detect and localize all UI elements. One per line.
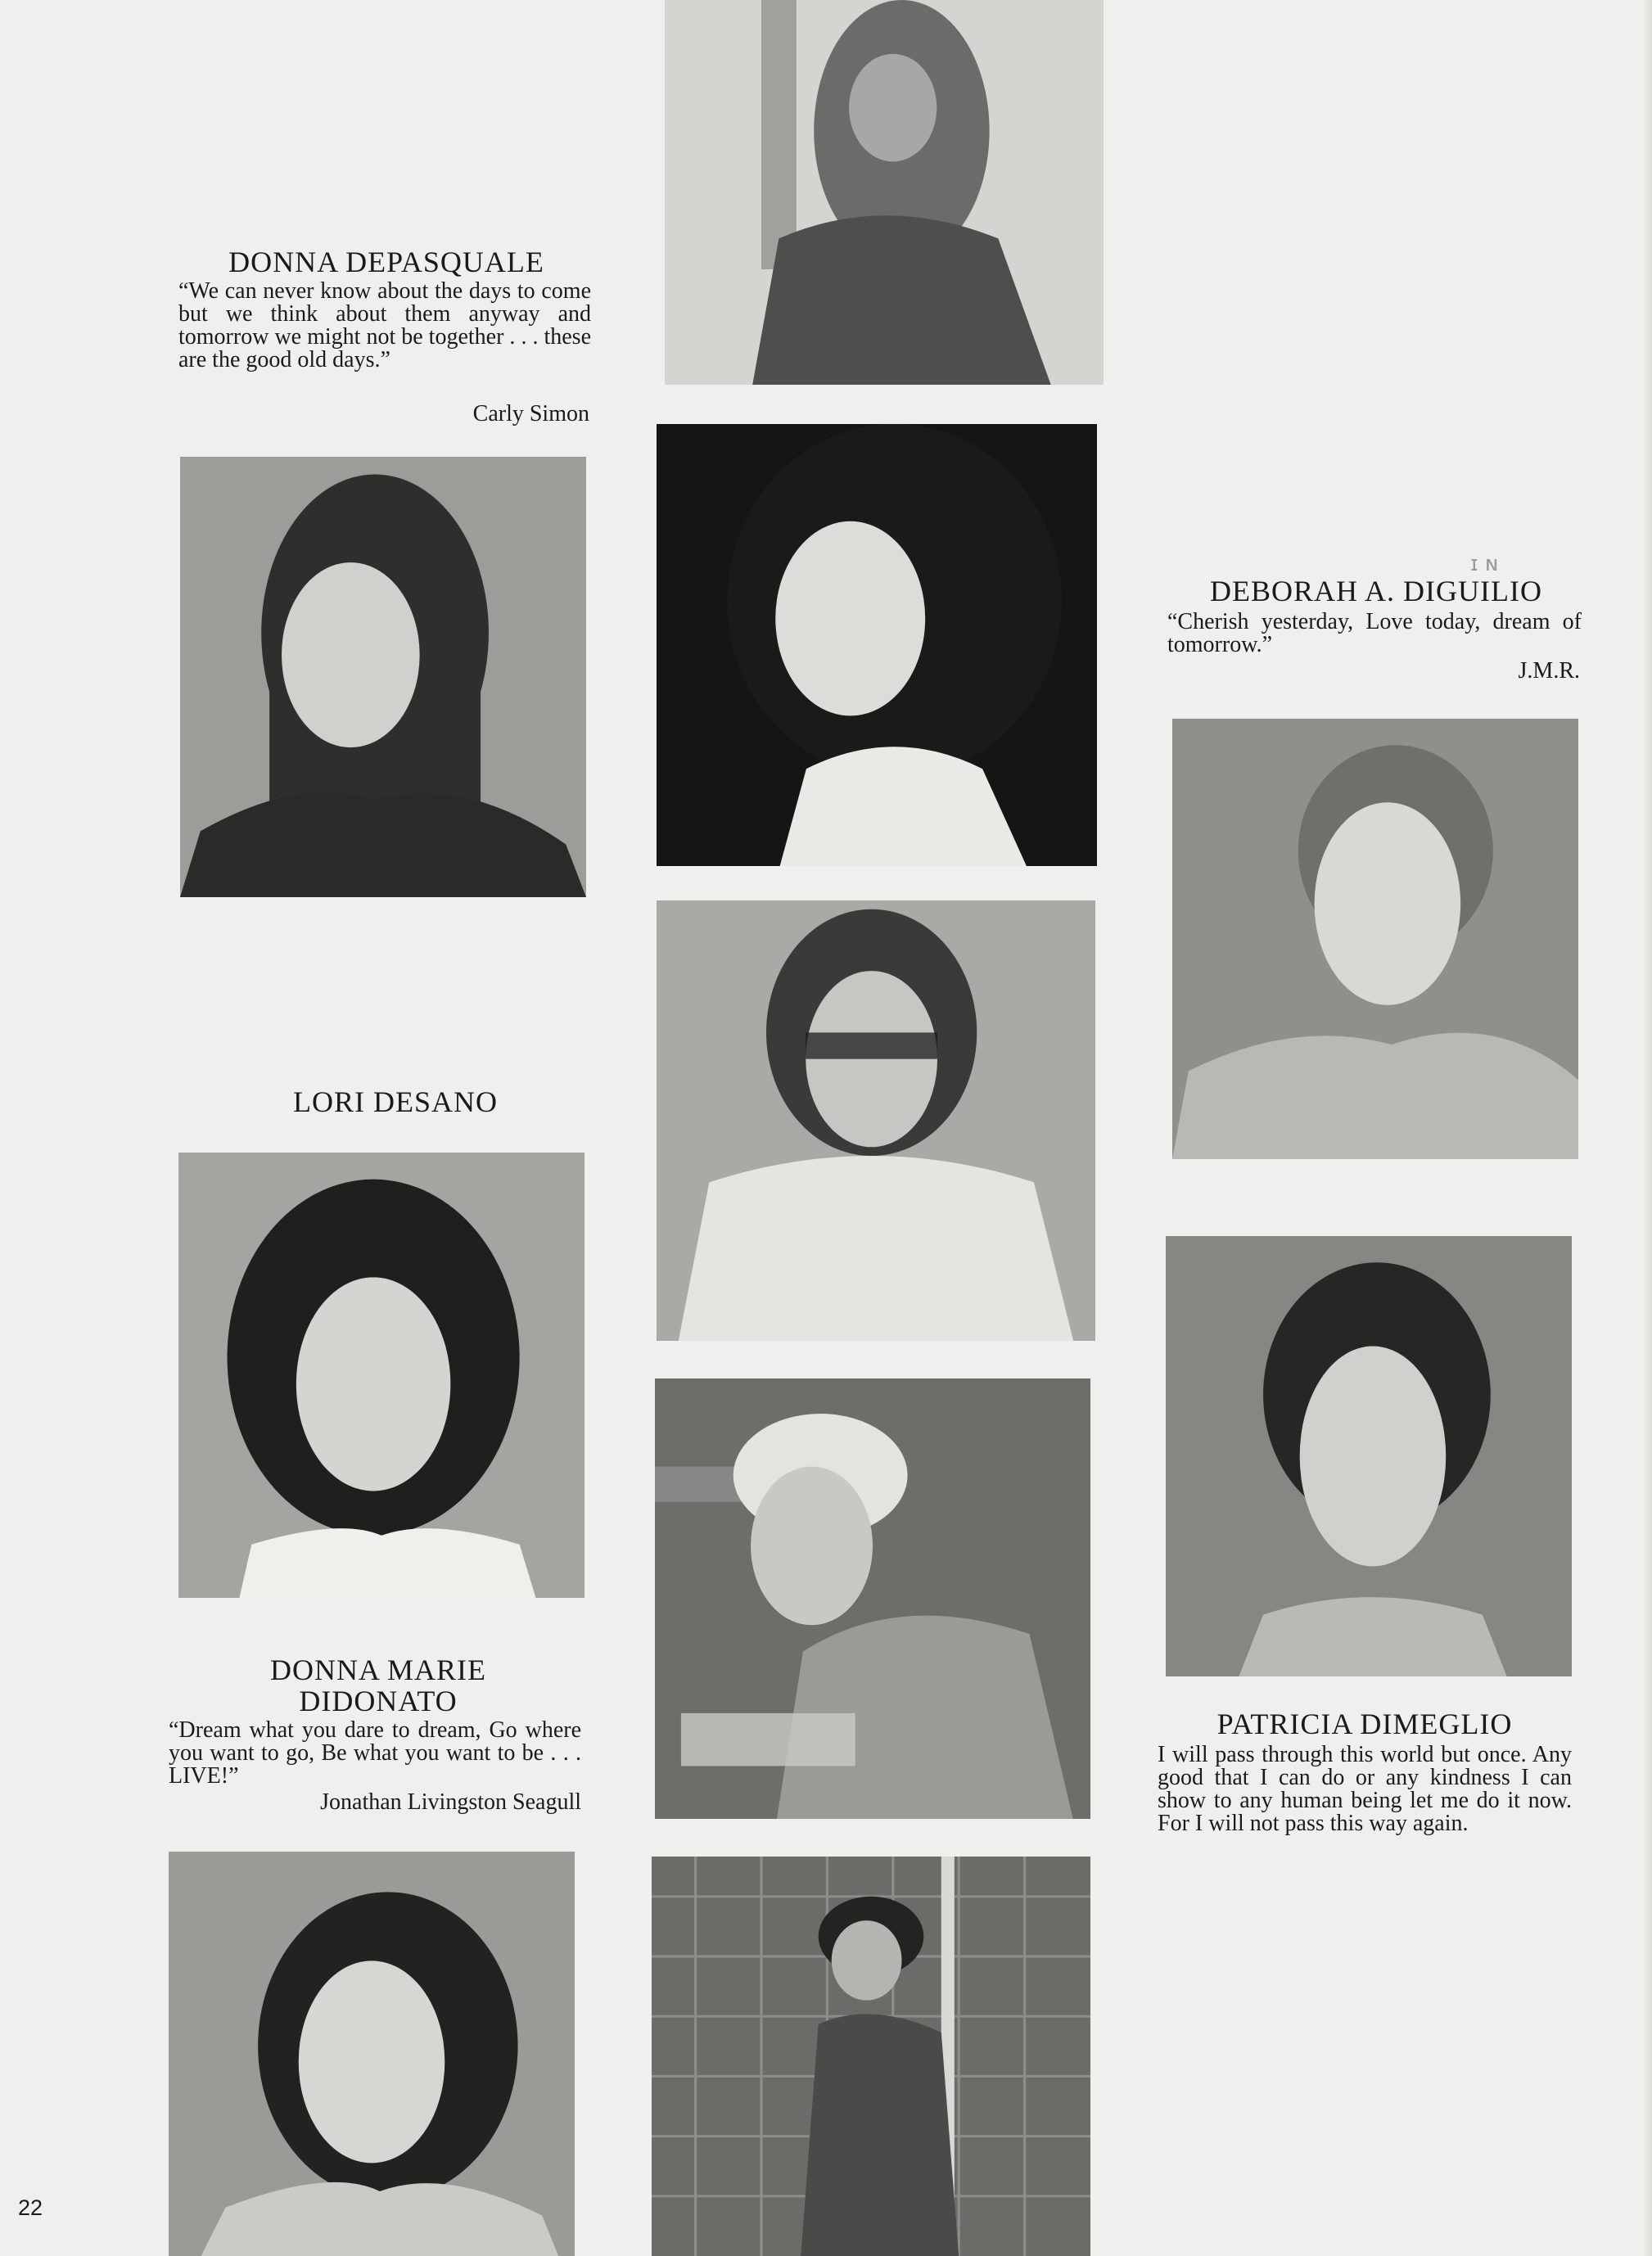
- name-lori-desano: LORI DESANO: [293, 1085, 498, 1118]
- portrait-photo-patricia-dimeglio: [1166, 1236, 1572, 1676]
- page-edge: [1644, 0, 1652, 2256]
- candid-photo-girl-long-hair: [665, 0, 1104, 385]
- portrait-photo-deborah-diguilio: [1172, 719, 1578, 1159]
- attribution-carly-simon: Carly Simon: [472, 401, 589, 426]
- attribution-jmr: J.M.R.: [1518, 658, 1580, 684]
- portrait-photo-donna-depasquale: [180, 457, 586, 897]
- candid-photo-glasses: [657, 900, 1095, 1341]
- quote-deborah-diguilio: “Cherish yesterday, Love today, dream of tomorrow.”: [1167, 609, 1582, 657]
- name-line-2: DIDONATO: [299, 1684, 458, 1717]
- pencil-margin-mark: ɪ ɴ: [1470, 552, 1499, 576]
- name-donna-marie-didonato: [170, 1655, 586, 1717]
- portrait-photo-curly-hair: [657, 424, 1097, 866]
- quote-donna-depasquale: “We can never know about the days to come but we think about them anyway and tomorrow we might not be together . . . these are the good old days.”: [178, 278, 591, 372]
- portrait-photo-lori-desano: [178, 1153, 585, 1598]
- quote-donna-marie-didonato: “Dream what you dare to dream, Go where you want to go, Be what you want to be . . . LIVE!”: [169, 1717, 581, 1789]
- name-patricia-dimeglio: PATRICIA DIMEGLIO: [1216, 1708, 1513, 1740]
- portrait-photo-donna-marie-didonato: [169, 1852, 575, 2256]
- name-deborah-diguilio: DEBORAH A. DIGUILIO: [1210, 575, 1542, 607]
- candid-photo-laughing: [655, 1378, 1090, 1819]
- page-number: 22: [18, 2195, 43, 2220]
- name-donna-depasquale: DONNA DEPASQUALE: [228, 246, 544, 278]
- candid-photo-fence: [652, 1857, 1090, 2256]
- name-line-1: DONNA MARIE: [269, 1654, 486, 1686]
- attribution-jonathan-livingston-seagull: Jonathan Livingston Seagull: [320, 1789, 581, 1815]
- quote-patricia-dimeglio: I will pass through this world but once. Any good that I can do or any kindness I can show to any human being let me do it now. For I will not pass this way again.: [1158, 1742, 1572, 1836]
